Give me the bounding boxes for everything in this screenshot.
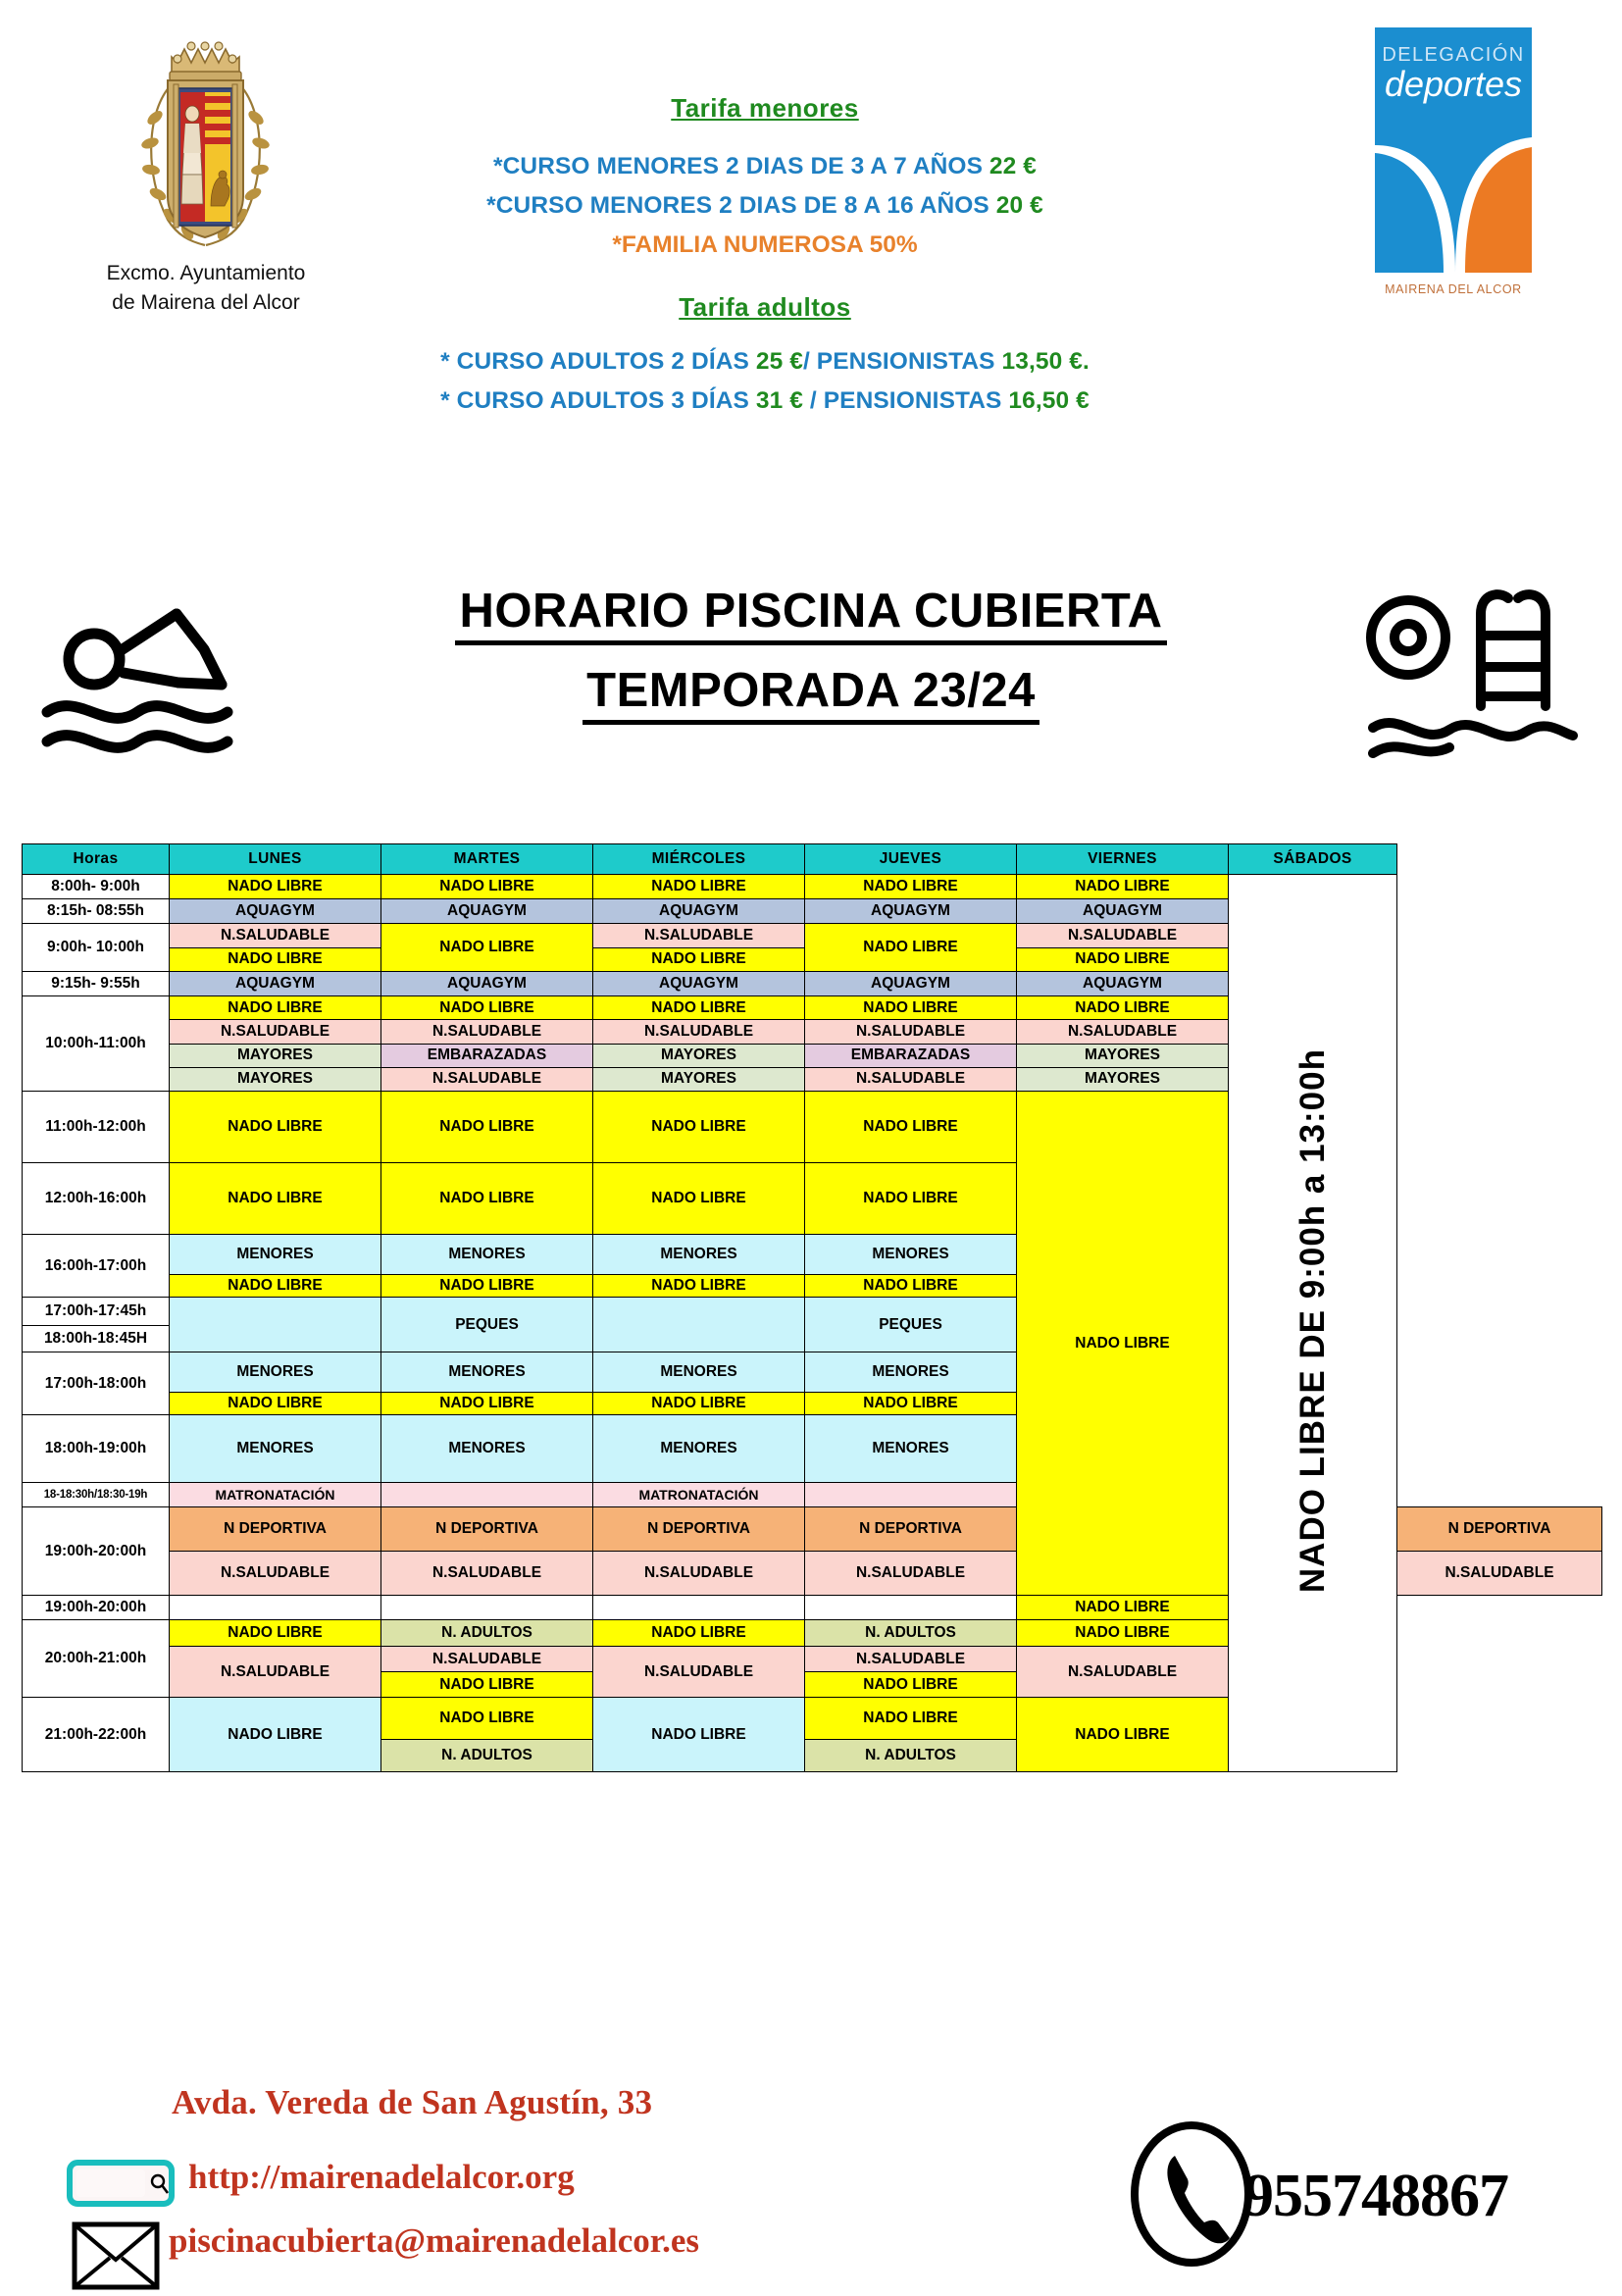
cell-viernes: NADO LIBRE <box>1017 996 1229 1020</box>
cell-jueves: NADO LIBRE <box>805 1672 1017 1698</box>
delegacion-deportes-logo <box>1365 27 1542 296</box>
cell-viernes: NADO LIBRE <box>1017 1698 1229 1772</box>
title-line-2: TEMPORADA 23/24 <box>583 663 1039 725</box>
cell-jueves <box>805 1596 1017 1620</box>
cell-martes: NADO LIBRE <box>381 1672 593 1698</box>
cell-jueves: PEQUES <box>805 1298 1017 1352</box>
cell-jueves: N.SALUDABLE <box>805 1020 1017 1044</box>
cell-lunes: NADO LIBRE <box>170 875 381 899</box>
schedule-table-wrapper <box>22 843 1602 1772</box>
time-label: 19:00h-20:00h <box>23 1507 170 1596</box>
cell-martes: MENORES <box>381 1235 593 1275</box>
minors-tariff-line-1 <box>324 153 1206 180</box>
cell-lunes: N DEPORTIVA <box>170 1507 381 1552</box>
crest-caption-line1: Excmo. Ayuntamiento <box>106 262 306 284</box>
browser-window-icon <box>67 2158 175 2209</box>
cell-jueves: N. ADULTOS <box>805 1740 1017 1772</box>
minors-line1-price: 22 € <box>988 153 1038 179</box>
cell-viernes: MAYORES <box>1017 1044 1229 1067</box>
time-label: 17:00h-18:00h <box>23 1352 170 1415</box>
cell-jueves: NADO LIBRE <box>805 1163 1017 1235</box>
cell-viernes: NADO LIBRE <box>1017 1596 1229 1620</box>
cell-martes: NADO LIBRE <box>381 1092 593 1163</box>
cell-lunes: NADO LIBRE <box>170 1393 381 1415</box>
cell-viernes: N DEPORTIVA <box>1397 1507 1602 1552</box>
cell-miercoles: N DEPORTIVA <box>593 1507 805 1552</box>
cell-martes: N.SALUDABLE <box>381 1020 593 1044</box>
phone-icon <box>1128 2120 1255 2268</box>
cell-lunes: NADO LIBRE <box>170 947 381 972</box>
cell-miercoles: NADO LIBRE <box>593 1275 805 1298</box>
cell-jueves: AQUAGYM <box>805 899 1017 924</box>
table-row <box>23 875 1602 899</box>
time-label: 17:00h-17:45h <box>23 1298 170 1326</box>
cell-martes: N.SALUDABLE <box>381 1552 593 1596</box>
adults-line1-text-b: / PENSIONISTAS <box>802 348 1002 375</box>
cell-miercoles: NADO LIBRE <box>593 947 805 972</box>
cell-miercoles: NADO LIBRE <box>593 1092 805 1163</box>
cell-lunes: MAYORES <box>170 1067 381 1091</box>
cell-viernes: MAYORES <box>1017 1067 1229 1091</box>
cell-lunes: N.SALUDABLE <box>170 1552 381 1596</box>
cell-jueves: NADO LIBRE <box>805 996 1017 1020</box>
cell-jueves: NADO LIBRE <box>805 1092 1017 1163</box>
saturday-block <box>1229 875 1397 1772</box>
cell-martes: NADO LIBRE <box>381 1275 593 1298</box>
cell-miercoles: N.SALUDABLE <box>593 1552 805 1596</box>
time-label: 8:00h- 9:00h <box>23 875 170 899</box>
cell-lunes: NADO LIBRE <box>170 1275 381 1298</box>
cell-miercoles: NADO LIBRE <box>593 1620 805 1647</box>
cell-miercoles <box>593 1596 805 1620</box>
time-label: 16:00h-17:00h <box>23 1235 170 1298</box>
adults-tariff-line-1 <box>324 348 1206 376</box>
cell-viernes: N.SALUDABLE <box>1017 1647 1229 1698</box>
cell-martes: NADO LIBRE <box>381 1698 593 1740</box>
col-header-sabados: SÁBADOS <box>1229 844 1397 875</box>
cell-jueves: NADO LIBRE <box>805 1393 1017 1415</box>
cell-viernes: AQUAGYM <box>1017 899 1229 924</box>
time-label: 18-18:30h/18:30-19h <box>23 1483 170 1507</box>
cell-lunes: MATRONATACIÓN <box>170 1483 381 1507</box>
cell-martes: NADO LIBRE <box>381 924 593 972</box>
minors-line1-text: *CURSO MENORES 2 DIAS DE 3 A 7 AÑOS <box>492 153 989 179</box>
time-label: 9:15h- 9:55h <box>23 972 170 996</box>
cell-lunes: MAYORES <box>170 1044 381 1067</box>
website-text[interactable]: http://mairenadelalcor.org <box>188 2158 575 2196</box>
cell-viernes: N.SALUDABLE <box>1397 1552 1602 1596</box>
cell-miercoles: MAYORES <box>593 1067 805 1091</box>
col-header-jueves: JUEVES <box>805 844 1017 875</box>
cell-lunes: AQUAGYM <box>170 972 381 996</box>
adults-line2-text-b: / PENSIONISTAS <box>802 387 1009 414</box>
adults-line1-price-2: 13,50 €. <box>1001 348 1090 375</box>
tariff-block <box>324 93 1206 415</box>
cell-jueves: MENORES <box>805 1415 1017 1483</box>
col-header-martes: MARTES <box>381 844 593 875</box>
cell-lunes: MENORES <box>170 1352 381 1393</box>
col-header-lunes: LUNES <box>170 844 381 875</box>
cell-martes <box>381 1483 593 1507</box>
cell-viernes: AQUAGYM <box>1017 972 1229 996</box>
cell-jueves: N DEPORTIVA <box>805 1507 1017 1552</box>
cell-miercoles: AQUAGYM <box>593 972 805 996</box>
cell-jueves: N. ADULTOS <box>805 1620 1017 1647</box>
email-text[interactable]: piscinacubierta@mairenadelalcor.es <box>169 2221 699 2260</box>
cell-miercoles: NADO LIBRE <box>593 1163 805 1235</box>
cell-miercoles: NADO LIBRE <box>593 1698 805 1772</box>
col-header-miercoles: MIÉRCOLES <box>593 844 805 875</box>
cell-miercoles <box>593 1298 805 1352</box>
cell-miercoles: NADO LIBRE <box>593 875 805 899</box>
poster-footer <box>0 2071 1622 2295</box>
time-label: 9:00h- 10:00h <box>23 924 170 972</box>
cell-martes: MENORES <box>381 1415 593 1483</box>
cell-martes: NADO LIBRE <box>381 875 593 899</box>
cell-miercoles: AQUAGYM <box>593 899 805 924</box>
cell-miercoles: NADO LIBRE <box>593 1393 805 1415</box>
saturday-text: NADO LIBRE DE 9:00h a 13:00h <box>1293 1047 1332 1594</box>
cell-jueves: N.SALUDABLE <box>805 1647 1017 1672</box>
logo-caption: MAIRENA DEL ALCOR <box>1385 282 1522 296</box>
cell-martes: NADO LIBRE <box>381 996 593 1020</box>
adults-line1-price-1: 25 € <box>755 348 803 375</box>
time-label: 20:00h-21:00h <box>23 1620 170 1698</box>
cell-lunes: N.SALUDABLE <box>170 1647 381 1698</box>
cell-jueves: NADO LIBRE <box>805 924 1017 972</box>
cell-martes: N.SALUDABLE <box>381 1067 593 1091</box>
cell-martes: NADO LIBRE <box>381 1393 593 1415</box>
adults-line2-price-1: 31 € <box>755 387 803 414</box>
cell-martes: N. ADULTOS <box>381 1740 593 1772</box>
cell-martes: AQUAGYM <box>381 972 593 996</box>
minors-tariff-heading: Tarifa menores <box>671 93 859 123</box>
cell-lunes: NADO LIBRE <box>170 1092 381 1163</box>
cell-miercoles: MATRONATACIÓN <box>593 1483 805 1507</box>
cell-lunes: MENORES <box>170 1415 381 1483</box>
cell-jueves <box>805 1483 1017 1507</box>
cell-martes: N DEPORTIVA <box>381 1507 593 1552</box>
cell-jueves: NADO LIBRE <box>805 1698 1017 1740</box>
cell-jueves: MENORES <box>805 1352 1017 1393</box>
schedule-table <box>22 843 1602 1772</box>
time-label: 8:15h- 08:55h <box>23 899 170 924</box>
cell-martes: PEQUES <box>381 1298 593 1352</box>
cell-lunes <box>170 1596 381 1620</box>
cell-jueves: AQUAGYM <box>805 972 1017 996</box>
cell-lunes: N.SALUDABLE <box>170 1020 381 1044</box>
cell-lunes: AQUAGYM <box>170 899 381 924</box>
cell-miercoles: MENORES <box>593 1352 805 1393</box>
cell-viernes: N.SALUDABLE <box>1017 924 1229 948</box>
poster-header <box>0 0 1622 717</box>
svg-text:deportes: deportes <box>1384 64 1523 104</box>
time-label: 19:00h-20:00h <box>23 1596 170 1620</box>
cell-jueves: EMBARAZADAS <box>805 1044 1017 1067</box>
cell-viernes-nado-libre-block: NADO LIBRE <box>1017 1092 1229 1596</box>
cell-martes: MENORES <box>381 1352 593 1393</box>
adults-tariff-heading: Tarifa adultos <box>679 292 851 322</box>
cell-jueves: NADO LIBRE <box>805 1275 1017 1298</box>
col-header-horas: Horas <box>23 844 170 875</box>
title-line-1: HORARIO PISCINA CUBIERTA <box>455 584 1166 645</box>
cell-martes: N. ADULTOS <box>381 1620 593 1647</box>
cell-martes <box>381 1596 593 1620</box>
cell-martes: EMBARAZADAS <box>381 1044 593 1067</box>
cell-lunes: NADO LIBRE <box>170 1620 381 1647</box>
time-label: 11:00h-12:00h <box>23 1092 170 1163</box>
page-title <box>0 584 1622 725</box>
cell-viernes: NADO LIBRE <box>1017 875 1229 899</box>
adults-tariff-line-2 <box>324 387 1206 415</box>
cell-jueves: MENORES <box>805 1235 1017 1275</box>
cell-martes: N.SALUDABLE <box>381 1647 593 1672</box>
cell-miercoles: MAYORES <box>593 1044 805 1067</box>
cell-miercoles: N.SALUDABLE <box>593 1020 805 1044</box>
time-label: 21:00h-22:00h <box>23 1698 170 1772</box>
adults-line2-text-a: * CURSO ADULTOS 3 DÍAS <box>440 387 756 414</box>
cell-viernes: NADO LIBRE <box>1017 947 1229 972</box>
time-label: 18:00h-19:00h <box>23 1415 170 1483</box>
municipal-crest-block <box>59 27 353 319</box>
time-label: 18:00h-18:45H <box>23 1326 170 1352</box>
cell-viernes: NADO LIBRE <box>1017 1620 1229 1647</box>
cell-lunes: MENORES <box>170 1235 381 1275</box>
col-header-viernes: VIERNES <box>1017 844 1229 875</box>
envelope-icon <box>71 2220 161 2291</box>
cell-lunes: N.SALUDABLE <box>170 924 381 948</box>
cell-miercoles: MENORES <box>593 1235 805 1275</box>
minors-tariff-line-2 <box>324 192 1206 220</box>
cell-miercoles: N.SALUDABLE <box>593 924 805 948</box>
svg-text:DELEGACIÓN: DELEGACIÓN <box>1382 44 1525 66</box>
cell-lunes <box>170 1298 381 1352</box>
cell-miercoles: NADO LIBRE <box>593 996 805 1020</box>
cell-viernes: N.SALUDABLE <box>1017 1020 1229 1044</box>
coat-of-arms-icon <box>121 27 292 253</box>
crest-caption-line2: de Mairena del Alcor <box>112 291 300 315</box>
minors-line2-text: *CURSO MENORES 2 DIAS DE 8 A 16 AÑOS <box>486 192 996 219</box>
cell-martes: NADO LIBRE <box>381 1163 593 1235</box>
address-text: Avda. Vereda de San Agustín, 33 <box>172 2083 653 2121</box>
adults-line1-text-a: * CURSO ADULTOS 2 DÍAS <box>440 348 756 375</box>
cell-jueves: N.SALUDABLE <box>805 1067 1017 1091</box>
crest-caption <box>59 259 353 319</box>
cell-martes: AQUAGYM <box>381 899 593 924</box>
phone-number: 955748867 <box>1243 2163 1508 2229</box>
cell-miercoles: MENORES <box>593 1415 805 1483</box>
cell-jueves: N.SALUDABLE <box>805 1552 1017 1596</box>
cell-jueves: NADO LIBRE <box>805 875 1017 899</box>
cell-lunes: NADO LIBRE <box>170 1163 381 1235</box>
family-discount-line: *FAMILIA NUMEROSA 50% <box>612 231 918 258</box>
adults-line2-price-2: 16,50 € <box>1008 387 1090 414</box>
time-label: 10:00h-11:00h <box>23 996 170 1092</box>
cell-lunes: NADO LIBRE <box>170 1698 381 1772</box>
table-header-row <box>23 844 1602 875</box>
minors-line2-price: 20 € <box>995 192 1043 219</box>
time-label: 12:00h-16:00h <box>23 1163 170 1235</box>
cell-miercoles: N.SALUDABLE <box>593 1647 805 1698</box>
cell-lunes: NADO LIBRE <box>170 996 381 1020</box>
